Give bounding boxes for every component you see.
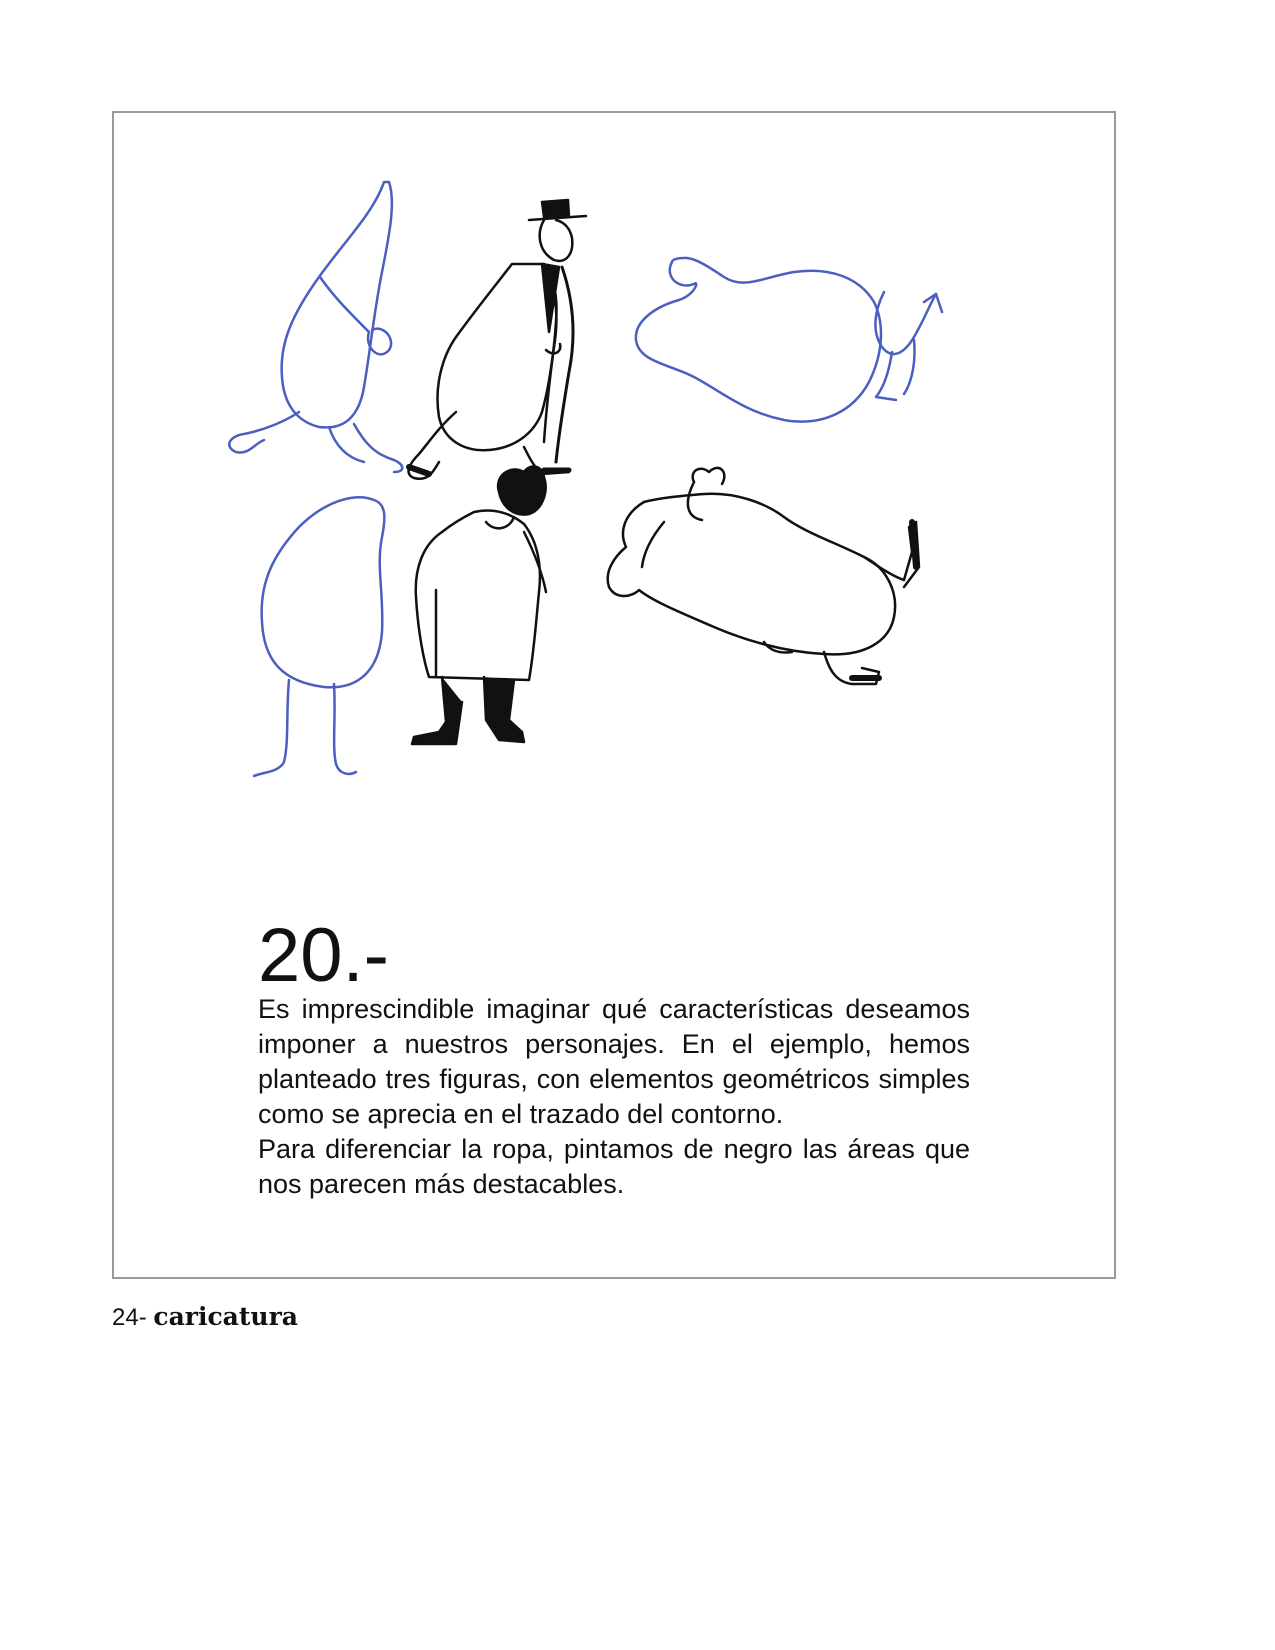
page-number: 24- (112, 1304, 147, 1331)
caricature-sketches-illustration (224, 172, 994, 780)
page-footer (112, 1302, 298, 1333)
body-paragraph-2: Para diferenciar la ropa, pintamos de negro las áreas que nos parecen más destacables. (258, 1134, 970, 1199)
body-text (258, 992, 970, 1202)
black-short-man-sketch (412, 467, 546, 744)
section-title: caricatura (153, 1302, 298, 1331)
blue-pear-figure-sketch (254, 497, 384, 776)
blue-cone-figure-sketch (229, 182, 402, 472)
black-reclining-man-sketch (608, 468, 919, 684)
black-coat-man-sketch (409, 200, 586, 479)
body-paragraph-1: Es imprescindible imaginar qué características deseamos imponer a nuestros personajes. En el ejemplo, hemos planteado tres figuras, con elementos geométricos simples como se aprecia en el trazado del contorno. (258, 994, 970, 1129)
step-number: 20.- (258, 913, 389, 998)
blue-blob-figure-sketch (636, 258, 942, 422)
